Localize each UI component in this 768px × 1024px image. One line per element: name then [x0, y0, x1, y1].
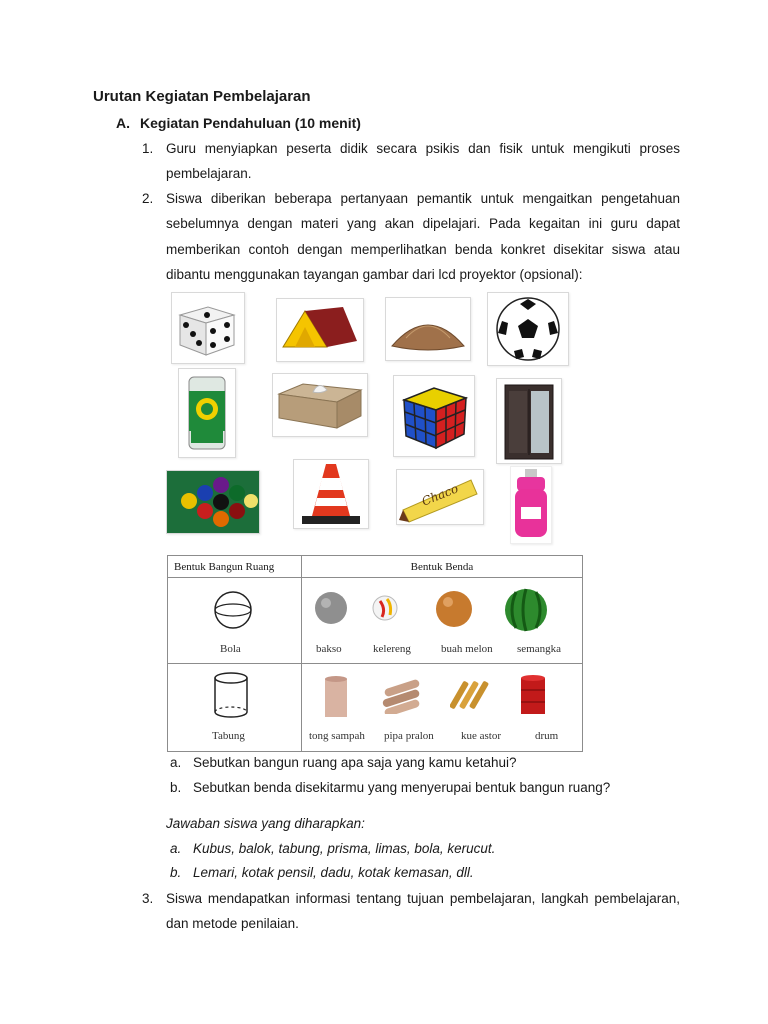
table-header-left: Bentuk Bangun Ruang [168, 556, 302, 578]
item-2-line-2: sebelumnya dengan materi yang akan dipelajari. Pada kegaitan ini guru dapat [166, 216, 680, 231]
answer-a-text: Kubus, balok, tabung, prisma, limas, bola, kerucut. [193, 841, 496, 856]
shape-label-cylinder: Tabung [212, 730, 245, 742]
item-3-line-2: dan metode penilaian. [166, 916, 299, 931]
section-letter: A. [116, 115, 130, 131]
object-label-marble: kelereng [373, 643, 411, 655]
wafer-rolls-image [450, 676, 492, 714]
item-1-line-1: Guru menyiapkan peserta didik secara psikis dan fisik untuk mengikuti proses [166, 141, 680, 156]
item-3-line-1: Siswa mendapatkan informasi tentang tujuan pembelajaran, langkah pembelajaran, [166, 891, 680, 906]
watermelon-image [504, 588, 548, 632]
answer-b-letter: b. [170, 865, 182, 880]
object-label-meatball: bakso [316, 643, 342, 655]
shape-label-sphere: Bola [220, 643, 241, 655]
melon-image [434, 589, 474, 629]
answers-intro: Jawaban siswa yang diharapkan: [166, 816, 365, 831]
cylinder-icon [211, 670, 251, 720]
rubiks-cube-image [393, 375, 475, 457]
billiard-balls-image [166, 470, 260, 534]
marble-image [372, 593, 398, 623]
question-a-text: Sebutkan bangun ruang apa saja yang kamu ketahui? [193, 755, 517, 770]
item-3-number: 3. [142, 891, 154, 906]
drum-image [518, 674, 548, 718]
section-title: Kegiatan Pendahuluan (10 menit) [140, 115, 361, 131]
tissue-box-image [272, 373, 368, 437]
section-heading [116, 115, 361, 131]
soda-can-image [178, 368, 236, 458]
object-label-watermelon: semangka [517, 643, 561, 655]
pipes-image [380, 678, 424, 714]
object-label-melon: buah melon [441, 643, 493, 655]
question-b-text: Sebutkan benda disekitarmu yang menyerupai bentuk bangun ruang? [193, 780, 611, 795]
conical-hat-image [385, 297, 471, 361]
gas-cylinder-image [510, 466, 552, 544]
answer-b-text: Lemari, kotak pensil, dadu, kotak kemasan, dll. [193, 865, 474, 880]
meatball-image [313, 590, 349, 626]
object-label-drum: drum [535, 730, 559, 742]
chocolate-bar-label: Chaco [419, 481, 461, 509]
table-header-right: Bentuk Benda [302, 556, 583, 578]
trash-can-image [321, 675, 351, 719]
item-1-line-2: pembelajaran. [166, 166, 252, 181]
answer-a-letter: a. [170, 841, 182, 856]
object-label-trash-can: tong sampah [309, 730, 365, 742]
soccer-ball-image [487, 292, 569, 366]
item-2-line-1: Siswa diberikan beberapa pertanyaan pemantik untuk mengaitkan pengetahuan [166, 191, 680, 206]
traffic-cone-image [293, 459, 369, 529]
question-b-letter: b. [170, 780, 182, 795]
tent-image [276, 298, 364, 362]
question-a-letter: a. [170, 755, 182, 770]
item-2-line-4: dibantu menggunakan tayangan gambar dari lcd proyektor (opsional): [166, 267, 583, 282]
document-heading: Urutan Kegiatan Pembelajaran [93, 88, 311, 105]
item-2-number: 2. [142, 191, 154, 206]
wardrobe-image [496, 378, 562, 464]
item-1-number: 1. [142, 141, 154, 156]
object-label-wafer-rolls: kue astor [461, 730, 502, 742]
chocolate-bar-image [396, 469, 484, 525]
item-2-line-3: memberikan contoh dengan memperlihatkan benda konkret disekitar siswa atau [166, 242, 680, 257]
object-label-pipes: pipa pralon [384, 730, 434, 742]
dice-image [171, 292, 245, 364]
sphere-icon [212, 590, 254, 630]
